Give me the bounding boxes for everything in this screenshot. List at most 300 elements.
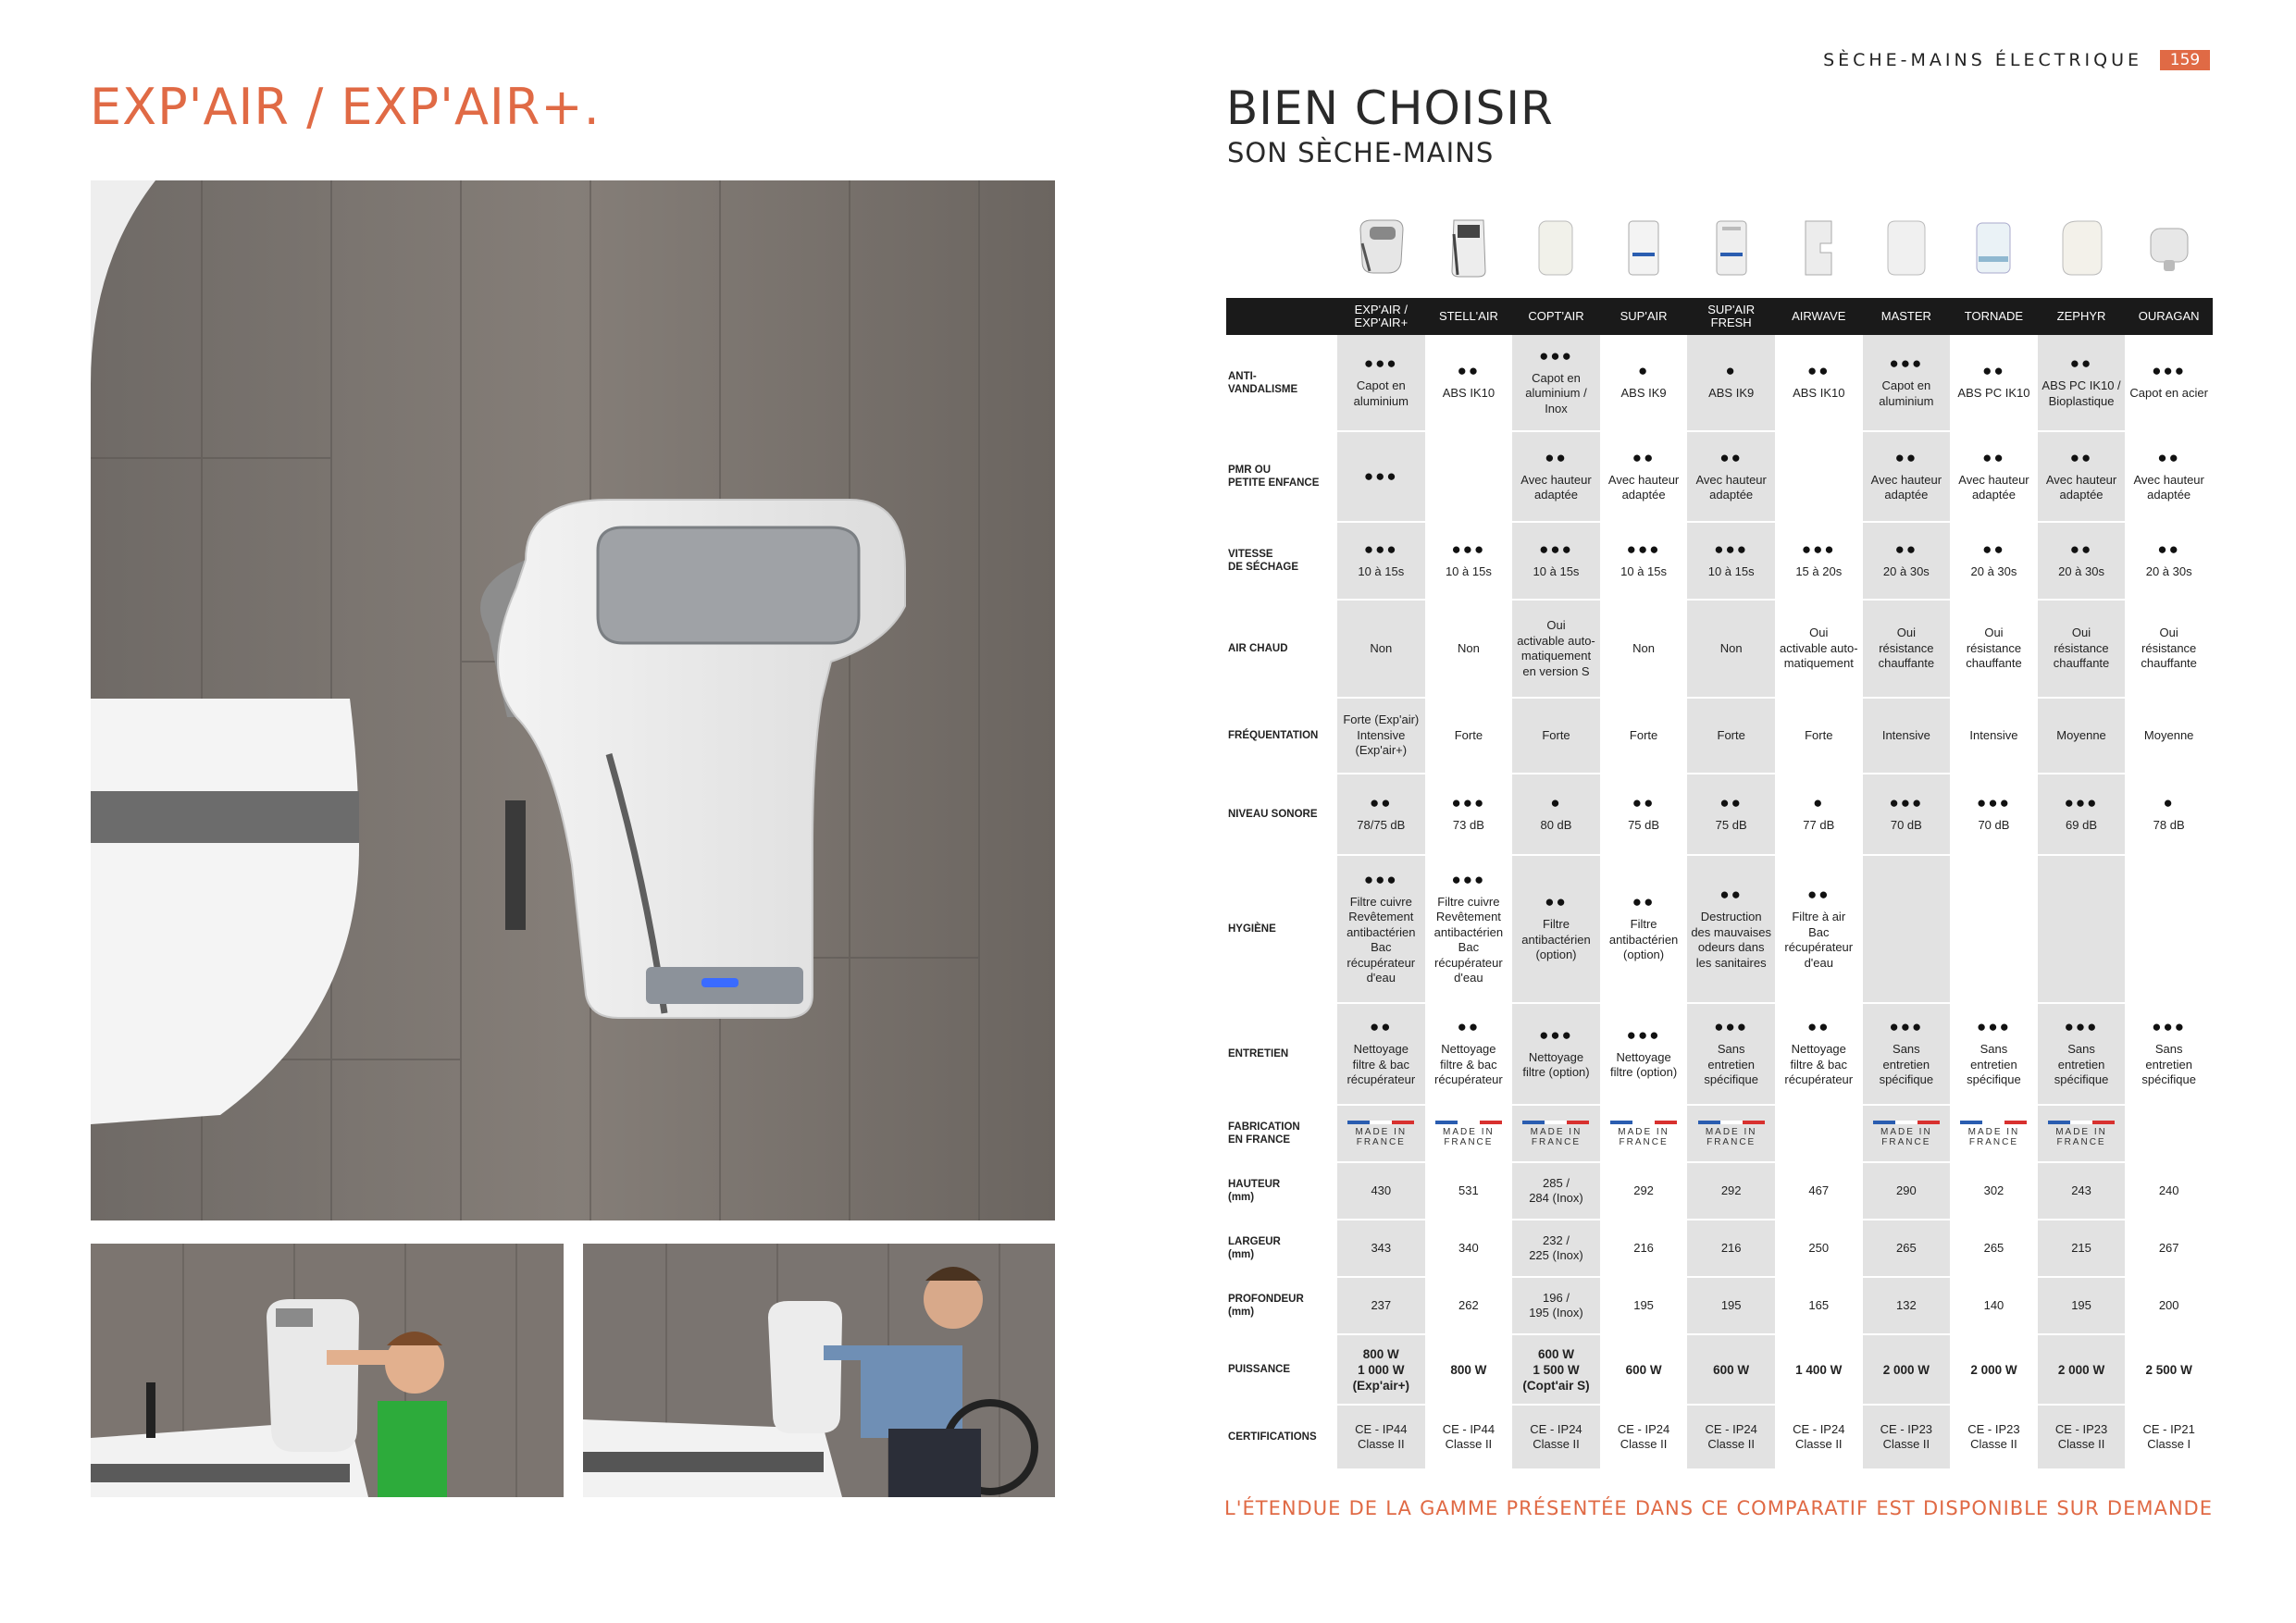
cell-content [1687,792,1775,837]
table-cell [2125,698,2213,774]
cell-content [2038,353,2126,413]
cell-text: ABS IK9 [1708,386,1755,401]
rating-dots: ●●● [1889,354,1924,372]
cell-text: Oui activable auto- matiquement [1779,626,1858,671]
table-cell [1863,431,1951,522]
table-cell [2125,855,2213,1003]
table-cell [1687,698,1775,774]
footer-note: L'ÉTENDUE DE LA GAMME PRÉSENTÉE DANS CE COMPARATIF EST DISPONIBLE SUR DEMANDE [1224,1497,2213,1519]
cell-content [1425,792,1513,837]
table-cell [1950,1105,2038,1162]
cell-content [1950,447,2038,507]
cell-text: CE - IP23 Classe II [1967,1421,2020,1451]
cell-text: 800 W [1450,1362,1487,1377]
cell-content [1687,447,1775,507]
rating-dots: ●●● [1626,1025,1661,1044]
cell-text: 80 dB [1540,817,1572,832]
french-flag-bar [1698,1121,1765,1124]
cell-content [1425,869,1513,990]
table-cell [1950,1334,2038,1405]
table-cell [1687,335,1775,431]
rating-dots: ●● [2069,354,2093,372]
cell-content [2038,539,2126,584]
rating-dots: ●●● [1451,793,1486,812]
table-cell [1600,698,1688,774]
rating-dots: ●● [2069,448,2093,466]
cell-text: Capot en aluminium / Inox [1525,370,1587,415]
table-cell [2038,1003,2126,1105]
table-cell [1775,431,1863,522]
cell-text: 20 à 30s [2145,564,2192,578]
table-cell [2038,522,2126,600]
thumb-airwave [1775,211,1863,285]
thumb-coptair [1512,211,1600,285]
cell-content [1600,360,1688,405]
table-cell [1863,1277,1951,1334]
cell-text: Sans entretien spécifique [1967,1042,2021,1087]
table-cell [1863,1162,1951,1220]
table-cell [1600,522,1688,600]
rating-dots: ●●● [1977,1018,2011,1036]
table-row [1226,600,2213,698]
cell-text: 15 à 20s [1795,564,1843,578]
table-cell [1512,698,1600,774]
table-cell [1950,335,2038,431]
product-thumbnails [1337,211,2213,285]
cell-content [2038,725,2126,748]
made-in-france-badge [1950,1121,2038,1147]
cell-text: Destruction des mauvaises odeurs dans les sanitaires [1691,910,1772,970]
table-row [1226,335,2213,431]
row-label-text: NIVEAU SONORE [1228,809,1318,820]
cell-text: ABS IK10 [1793,386,1845,401]
rating-dots: ●● [1545,893,1568,911]
page-subtitle: SON SÈCHE-MAINS [1227,137,1495,168]
french-flag-bar [1873,1121,1940,1124]
cell-text: 243 [2071,1183,2091,1197]
table-cell [2125,1277,2213,1334]
cell-content [1775,622,1863,675]
table-cell [1425,1220,1513,1277]
table-cell [2038,774,2126,855]
table-cell [1687,1220,1775,1277]
cell-text: CE - IP24 Classe II [1793,1421,1845,1451]
cell-text: Forte [1717,727,1745,742]
rating-dots: ●●● [2152,362,2187,380]
table-cell [1512,1220,1600,1277]
rating-dots: ● [1550,793,1562,812]
table-row [1226,431,2213,522]
cell-content [1337,1016,1425,1092]
row-label [1226,335,1337,431]
table-cell [1775,522,1863,600]
cell-text: CE - IP24 Classe II [1617,1421,1670,1451]
table-cell [1337,1220,1425,1277]
rating-dots: ● [1637,362,1650,380]
row-label [1226,1334,1337,1405]
rating-dots: ●● [1370,1018,1393,1036]
rating-dots: ●● [1545,448,1568,466]
cell-text: Forte [1454,727,1483,742]
rating-dots: ●●● [1539,346,1573,365]
table-cell [1600,774,1688,855]
row-label-text: AIR CHAUD [1228,643,1288,654]
table-cell [1600,1277,1688,1334]
cell-text: CE - IP44 Classe II [1355,1421,1408,1451]
cell-content [1512,539,1600,584]
cell-text: 20 à 30s [2058,564,2104,578]
table-cell [2125,1334,2213,1405]
rating-dots: ●● [1982,362,2005,380]
cell-content [1512,1024,1600,1084]
table-cell [1950,698,2038,774]
table-cell [2125,1220,2213,1277]
cell-text: 140 [1983,1297,2004,1312]
cell-text: Sans entretien spécifique [2141,1042,2196,1087]
cell-content [1950,622,2038,675]
table-cell [1687,522,1775,600]
row-label-text: HYGIÈNE [1228,923,1276,935]
cell-text: 2 000 W [1882,1362,1930,1377]
cell-text: 531 [1458,1183,1479,1197]
cell-content [1863,539,1951,584]
cell-text: Nettoyage filtre (option) [1609,1049,1678,1079]
cell-text: Nettoyage filtre & bac récupérateur [1434,1042,1503,1087]
rating-dots: ●●● [2064,793,2099,812]
cell-text: 132 [1896,1297,1917,1312]
cell-content [1775,725,1863,748]
rating-dots: ● [1725,362,1737,380]
rating-dots: ●● [1632,793,1656,812]
cell-content [1775,360,1863,405]
cell-content [2125,792,2213,837]
cell-text: 600 W [1713,1362,1750,1377]
cell-text: Intensive [1969,727,2018,742]
table-row-made-in-france [1226,1105,2213,1162]
table-cell [2125,431,2213,522]
table-cell [1950,522,2038,600]
cell-text: 2 000 W [2057,1362,2105,1377]
table-cell [2125,600,2213,698]
cell-content [1863,725,1951,748]
cell-content [1863,792,1951,837]
cell-text: 78 dB [2153,817,2185,832]
cell-content [1425,638,1513,661]
cell-text: Non [1719,640,1743,655]
cell-content [2038,447,2126,507]
rating-dots: ●● [1632,893,1656,911]
row-label-text: ANTI- VANDALISME [1228,370,1298,395]
table-cell [1600,600,1688,698]
table-header-row [1226,298,2213,335]
cell-content [2038,925,2126,933]
rating-dots: ● [2163,793,2175,812]
cell-text: 2 500 W [2145,1362,2192,1377]
rating-dots: ●● [1982,448,2005,466]
table-cell [1600,855,1688,1003]
cell-text: Non [1632,640,1655,655]
cell-content [1863,353,1951,413]
table-cell [1425,1277,1513,1334]
col-header: OURAGAN [2125,298,2213,335]
cell-text: Moyenne [2056,727,2106,742]
cell-text: 216 [1633,1240,1654,1255]
rating-dots: ●● [1719,886,1743,903]
made-in-france-badge [1600,1121,1688,1147]
table-cell [1950,1405,2038,1469]
table-cell [1425,1334,1513,1405]
row-label-text: CERTIFICATIONS [1228,1431,1317,1443]
rating-dots: ●●● [1363,870,1398,888]
table-cell [1687,600,1775,698]
table-cell [1425,600,1513,698]
page-number: 159 [2160,50,2210,70]
cell-content [1687,360,1775,405]
cell-content [1337,709,1425,762]
row-label-text: FABRICATION EN FRANCE [1228,1121,1300,1146]
cell-text: 10 à 15s [1533,564,1580,578]
made-in-france-badge [1512,1121,1600,1147]
cell-content [1950,360,2038,405]
cell-content [1775,539,1863,584]
table-cell [1775,1105,1863,1162]
row-label-text: ENTRETIEN [1228,1048,1289,1059]
cell-content [1950,792,2038,837]
cell-text: 292 [1633,1183,1654,1197]
table-cell [2125,774,2213,855]
table-cell [1863,1220,1951,1277]
table-cell [1600,431,1688,522]
table-cell [1863,698,1951,774]
thumb-expair [1337,211,1425,285]
table-cell [2038,698,2126,774]
cell-content [1337,638,1425,661]
thumb-zephyr [2038,211,2126,285]
table-cell [1337,1405,1425,1469]
cell-content [1775,473,1863,480]
cell-text: Avec hauteur adaptée [1870,472,1942,502]
table-cell [1512,1277,1600,1334]
table-cell [1950,431,2038,522]
cell-text: Oui résistance chauffante [2053,626,2110,671]
table-row-power [1226,1334,2213,1405]
cell-content [1600,539,1688,584]
cell-text: 75 dB [1715,817,1747,832]
rating-dots: ●●● [1977,793,2011,812]
table-cell [1687,431,1775,522]
table-cell [1950,600,2038,698]
table-cell [1950,1162,2038,1220]
cell-text: Oui résistance chauffante [2141,626,2197,671]
cell-text: ABS IK10 [1442,386,1496,401]
french-flag-bar [1435,1121,1502,1124]
table-cell [2038,855,2126,1003]
cell-content [1950,925,2038,933]
cell-content [1337,539,1425,584]
french-flag-bar [2048,1121,2115,1124]
cell-text: CE - IP44 Classe II [1442,1421,1496,1451]
cell-content [1600,638,1688,661]
rating-dots: ●● [1457,1018,1481,1036]
table-cell [1512,1003,1600,1105]
table-cell [1687,1003,1775,1105]
cell-text: Oui résistance chauffante [1966,626,2022,671]
row-label-text: HAUTEUR (mm) [1228,1179,1281,1203]
row-label [1226,1277,1337,1334]
cell-content [1512,447,1600,507]
rating-dots: ●●● [2064,1018,2099,1036]
cell-content [1512,725,1600,748]
cell-text: Sans entretien spécifique [2054,1042,2109,1087]
table-cell [1775,774,1863,855]
rating-dots: ●● [1894,539,1918,558]
table-cell [1512,1162,1600,1220]
row-label [1226,1220,1337,1277]
table-cell [1775,698,1863,774]
cell-content [1863,925,1951,933]
rating-dots: ●●● [1714,539,1749,558]
cell-text: 267 [2158,1240,2179,1255]
cell-text: 265 [1896,1240,1917,1255]
col-header: COPT'AIR [1512,298,1600,335]
table-cell [1337,1003,1425,1105]
rating-dots: ●●● [1714,1018,1749,1036]
cell-text: 77 dB [1803,817,1835,832]
cell-content [1600,891,1688,967]
table-cell [1512,1105,1600,1162]
rating-dots: ●●● [1539,1025,1573,1044]
cell-text: 290 [1896,1183,1917,1197]
cell-content [1425,473,1513,480]
cell-text: Forte [1805,727,1833,742]
cell-text: 69 dB [2066,817,2098,832]
cell-content [1512,614,1600,683]
rating-dots: ●●● [1801,539,1836,558]
cell-text: 800 W 1 000 W (Exp'air+) [1352,1346,1409,1393]
cell-text: Forte [1542,727,1570,742]
rating-dots: ●●● [1451,539,1486,558]
cell-text: Capot en aluminium [1879,378,1934,408]
cell-text: Nettoyage filtre (option) [1522,1049,1590,1079]
cell-text: 10 à 15s [1620,564,1668,578]
table-cell [1775,1162,1863,1220]
cell-content [2125,360,2213,405]
table-cell [1512,855,1600,1003]
table-cell [2038,1277,2126,1334]
rating-dots: ●● [1457,362,1481,380]
table-cell [1863,1334,1951,1405]
thumb-supair-fresh [1687,211,1775,285]
cell-content [1600,792,1688,837]
made-in-france-badge [1337,1121,1425,1147]
cell-content [1337,465,1425,488]
row-label [1226,774,1337,855]
made-in-france-text: MADE IN FRANCE [1443,1126,1495,1147]
cell-text: Nettoyage filtre & bac récupérateur [1347,1042,1416,1087]
cell-content [2125,539,2213,584]
table-cell [1425,1162,1513,1220]
cell-text: Non [1457,640,1480,655]
rating-dots: ●● [1806,1018,1831,1036]
made-in-france-text: MADE IN FRANCE [1618,1126,1669,1147]
photo-child-using-dryer [91,1244,564,1497]
row-label [1226,1105,1337,1162]
table-cell [1512,774,1600,855]
cell-text: Filtre antibactérien (option) [1521,917,1591,962]
cell-content [1425,1016,1513,1092]
cell-text: Oui résistance chauffante [1878,626,1935,671]
cell-text: 343 [1371,1240,1392,1255]
cell-text: Avec hauteur adaptée [1520,472,1592,502]
cell-content [1337,792,1425,837]
cell-content [1863,447,1951,507]
made-in-france-badge [2038,1121,2126,1147]
table-cell [1950,1277,2038,1334]
table-cell [1863,1405,1951,1469]
table-cell [1337,855,1425,1003]
made-in-france-text: MADE IN FRANCE [1705,1126,1757,1147]
rating-dots: ●●● [1451,870,1486,888]
row-label [1226,1405,1337,1469]
table-cell [1775,335,1863,431]
cell-text: 196 / 195 (Inox) [1529,1290,1583,1319]
made-in-france-text: MADE IN FRANCE [2055,1126,2107,1147]
table-cell [2125,1003,2213,1105]
cell-content [1687,1016,1775,1092]
cell-text: CE - IP23 Classe II [1880,1421,1933,1451]
cell-text: 78/75 dB [1357,817,1406,832]
cell-text: ABS PC IK10 [1957,386,2030,401]
table-cell [1775,855,1863,1003]
thumb-tornade [1950,211,2038,285]
table-cell [2038,1405,2126,1469]
cell-content [1687,884,1775,974]
cell-content [1512,891,1600,967]
table-cell [2038,1105,2126,1162]
cell-content [1425,539,1513,584]
table-cell [1337,600,1425,698]
table-cell [1775,1405,1863,1469]
cell-text: 250 [1808,1240,1830,1255]
row-label-text: PMR OU PETITE ENFANCE [1228,465,1320,489]
table-cell [1775,1277,1863,1334]
cell-text: Intensive [1881,727,1930,742]
thumb-supair [1600,211,1688,285]
cell-content [1950,725,2038,748]
row-label [1226,431,1337,522]
table-cell [1425,335,1513,431]
cell-content [1863,622,1951,675]
table-cell [1687,1277,1775,1334]
cell-text: 600 W 1 500 W (Copt'air S) [1522,1346,1590,1393]
cell-text: 240 [2158,1183,2179,1197]
rating-dots: ●●● [1889,793,1924,812]
cell-text: 600 W [1625,1362,1662,1377]
table-row [1226,855,2213,1003]
cell-text: ABS PC IK10 / Bioplastique [2042,378,2121,408]
cell-content [2038,1016,2126,1092]
cell-text: 70 dB [1890,817,1922,832]
cell-text: Avec hauteur adaptée [2045,472,2117,502]
table-cell [1337,774,1425,855]
cell-text: 20 à 30s [1882,564,1930,578]
table-cell [1775,600,1863,698]
cell-text: Non [1370,640,1393,655]
cell-text: 195 [2071,1297,2091,1312]
thumb-stellair [1425,211,1513,285]
cell-text: ABS IK9 [1620,386,1667,401]
made-in-france-badge [1863,1121,1951,1147]
